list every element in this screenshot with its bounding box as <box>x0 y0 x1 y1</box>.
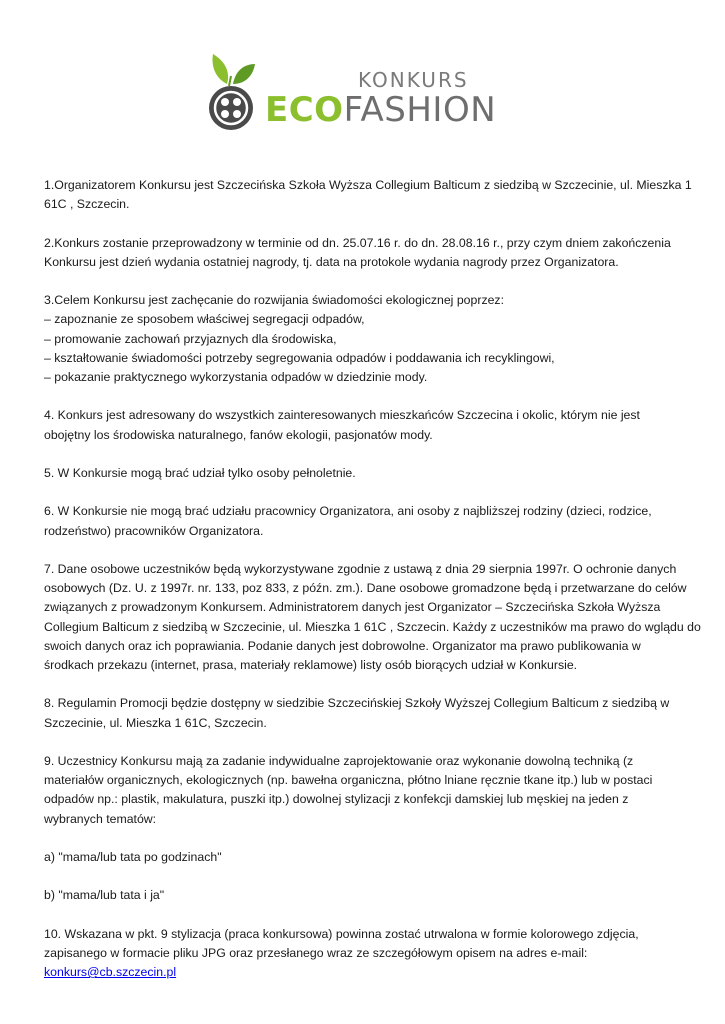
text-line: – kształtowanie świadomości potrzeby segregowania odpadów i poddawania ich recyklingowi, <box>44 350 555 365</box>
paragraph-3 <box>44 291 684 387</box>
text-line: Szczecinie, ul. Mieszka 1 61C, Szczecin. <box>44 715 267 730</box>
paragraph-2 <box>44 234 684 272</box>
text-line: – promowanie zachowań przyjaznych dla środowiska, <box>44 331 337 346</box>
paragraph-6 <box>44 502 684 540</box>
paragraph-11 <box>44 886 684 905</box>
text-line: rodzeństwo) pracowników Organizatora. <box>44 523 264 538</box>
logo-ecofashion <box>265 90 496 130</box>
text-line: 1.Organizatorem Konkursu jest Szczecińska Szkoła Wyższa Collegium Balticum z siedzibą w Szczecinie, ul. Mieszka 1 <box>44 178 692 192</box>
text-line: środkach przekazu (internet, prasa, materiały reklamowe) listy osób biorących udział w Konkursie. <box>44 657 578 672</box>
text-line: materiałów organicznych, ekologicznych (np. bawełna organiczna, płótno lniane ręcznie tkane itp.) lub w postaci <box>44 773 653 788</box>
text-line: – zapoznanie ze sposobem właściwej segregacji odpadów, <box>44 312 365 327</box>
text-line: wybranych tematów: <box>44 811 157 826</box>
text-line: 4. Konkurs jest adresowany do wszystkich zainteresowanych mieszkańców Szczecina i okolic, którym nie jest <box>44 408 640 423</box>
text-line: 7. Dane osobowe uczestników będą wykorzystywane zgodnie z ustawą z dnia 29 sierpnia 1997r. O ochronie danych <box>44 561 677 576</box>
paragraph-10 <box>44 848 684 867</box>
text-line: 2.Konkurs zostanie przeprowadzony w terminie od dn. 25.07.16 r. do dn. 28.08.16 r., przy czym dniem zakończenia <box>44 235 671 250</box>
text-line: 9. Uczestnicy Konkursu mają za zadanie indywidualne zaprojektowanie oraz wykonanie dowolną techniką (z <box>44 753 634 768</box>
text-line: Collegium Balticum z siedzibą w Szczecinie, ul. Mieszka 1 61C , Szczecin. Każdy z uczestników ma prawo do wglądu do <box>44 619 701 634</box>
paragraph-7 <box>44 560 701 675</box>
email-link[interactable]: konkurs@cb.szczecin.pl <box>44 965 177 980</box>
paragraph-12 <box>44 925 684 983</box>
text-line: 61C , Szczecin. <box>44 197 130 212</box>
text-line: b) "mama/lub tata i ja" <box>44 888 165 903</box>
text-line: osobowych (Dz. U. z 1997r. nr. 133, poz 833, z późn. zm.). Dane osobowe gromadzone będą i przetwarzane do celów <box>44 581 687 596</box>
text-line: zapisanego w formacie pliku JPG oraz przesłanego wraz ze szczegółowym opisem na adres e-mail: <box>44 945 588 960</box>
regulations-text <box>44 176 701 1002</box>
text-line: Konkursu jest dzień wydania ostatniej nagrody, tj. data na protokole wydania nagrody przez Organizatora. <box>44 254 619 269</box>
paragraph-8 <box>44 694 684 732</box>
paragraph-4 <box>44 406 684 444</box>
text-line: 8. Regulamin Promocji będzie dostępny w siedzibie Szczecińskiej Szkoły Wyższej Collegium Balticum z siedzibą w <box>44 696 670 711</box>
text-line: swoich danych oraz ich poprawiania. Podanie danych jest dobrowolne. Organizator ma prawo publikowania w <box>44 638 641 653</box>
text-line: 5. W Konkursie mogą brać udział tylko osoby pełnoletnie. <box>44 465 356 480</box>
paragraph-5 <box>44 464 684 483</box>
text-line: odpadów np.: plastik, makulatura, puszki itp.) dowolnej stylizacji z konfekcji damskiej lub męskiej na jeden z <box>44 792 629 807</box>
text-line: 3.Celem Konkursu jest zachęcanie do rozwijania świadomości ekologicznej poprzez: <box>44 293 504 308</box>
logo-eco: ECO <box>265 90 344 130</box>
paragraph-1 <box>44 176 692 214</box>
text-line: 6. W Konkursie nie mogą brać udziału pracownicy Organizatora, ani osoby z najbliższej rodziny (dzieci, rodzice, <box>44 504 652 519</box>
text-line: a) "mama/lub tata po godzinach" <box>44 849 222 864</box>
button-leaf-icon <box>205 52 265 132</box>
text-line: 10. Wskazana w pkt. 9 stylizacja (praca konkursowa) powinna zostać utrwalona w formie kolorowego zdjęcia, <box>44 926 639 941</box>
paragraph-9 <box>44 752 684 829</box>
logo-konkurs: KONKURS <box>358 68 469 92</box>
logo <box>205 52 535 132</box>
text-line: – pokazanie praktycznego wykorzystania odpadów w dziedzinie mody. <box>44 370 428 384</box>
logo-fashion: FASHION <box>343 90 497 130</box>
text-line: obojętny los środowiska naturalnego, fanów ekologii, pasjonatów mody. <box>44 427 433 442</box>
text-line: związanych z prowadzonym Konkursem. Administratorem danych jest Organizator – Szczecińska Szkoła Wyższa <box>44 600 661 615</box>
